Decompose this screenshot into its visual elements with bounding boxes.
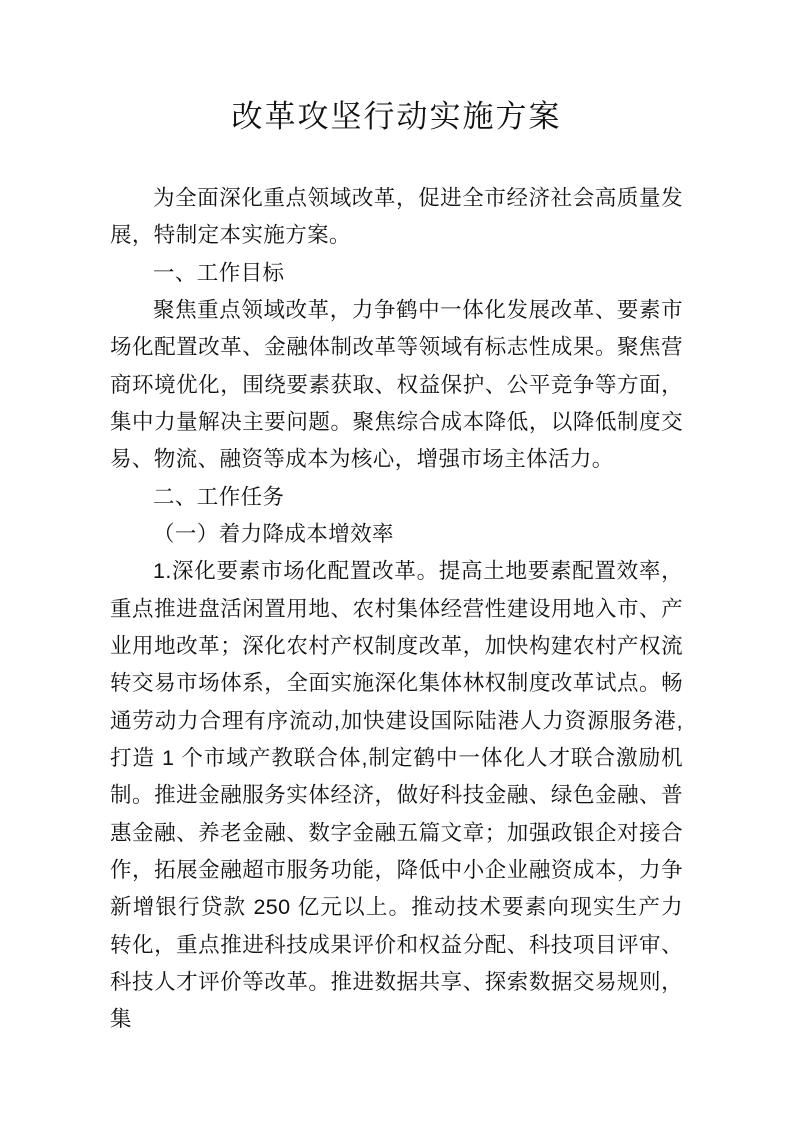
document-body	[110, 180, 683, 1039]
paragraph-intro: 为全面深化重点领域改革，促进全市经济社会高质量发展，特制定本实施方案。	[110, 186, 683, 248]
document-title: 改革攻坚行动实施方案	[231, 99, 562, 134]
paragraph-task-detail: 1.深化要素市场化配置改革。提高土地要素配置效率，重点推进盘活闲置用地、农村集体经营性建设用地入市、产业用地改革；深化农村产权制度改革，加快构建农村产权流转交易市场体系，全面实施深化集体林权制度改革试点。畅通劳动力合理有序流动,加快建设国际陆港人力资源服务港,打造 1 个市域产教联合体,制定鹤中一体化人才联合激励机制。推进金融服务实体经济，做好科技金融、绿色金融、普惠金融、养老金融、数字金融五篇文章；加强政银企对接合作，拓展金融超市服务功能，降低中小企业融资成本，力争新增银行贷款 250 亿元以上。推动技术要素向现实生产力转化，重点推进科技成果评价和权益分配、科技项目评审、科技人才评价等改革。推进数据共享、探索数据交易规则，集	[110, 559, 683, 1032]
paragraph-goals-detail: 聚焦重点领域改革，力争鹤中一体化发展改革、要素市场化配置改革、金融体制改革等领域有标志性成果。聚焦营商环境优化，围绕要素获取、权益保护、公平竞争等方面，集中力量解决主要问题。聚焦综合成本降低，以降低制度交易、物流、融资等成本为核心，增强市场主体活力。	[110, 297, 683, 472]
subheading-cost-reduction: （一）着力降成本增效率	[153, 521, 394, 546]
heading-work-tasks: 二、工作任务	[153, 484, 285, 509]
heading-work-goals: 一、工作目标	[153, 260, 285, 285]
